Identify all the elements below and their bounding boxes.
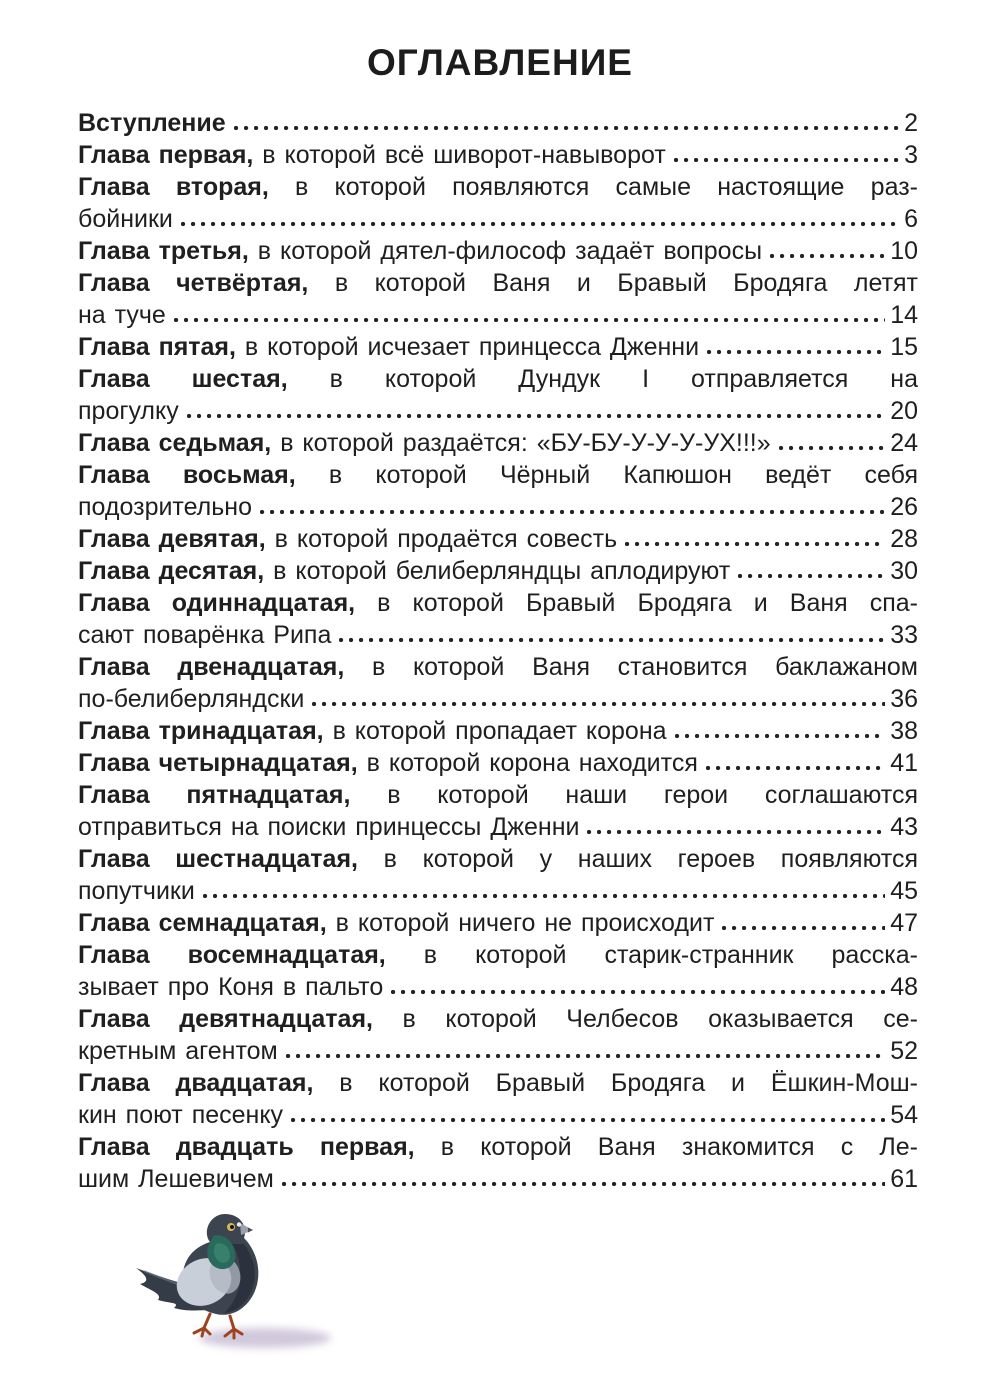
toc-entry-text: сают поварёнка Рипа [78,621,332,649]
toc-entry-label: Глава девятая, [78,525,266,553]
toc-line [78,875,918,907]
page-number: 20 [890,397,918,425]
toc-line [78,523,918,555]
dots-leader [738,574,885,578]
toc-line [78,395,918,427]
pigeon-illustration [128,1202,338,1357]
page-number: 41 [890,749,918,777]
page-number: 14 [890,301,918,329]
dots-leader [312,702,885,706]
toc-entry-text: Глава первая, в которой всё шиворот-навыворот [78,141,666,169]
toc-entry-text [78,107,226,139]
toc-line [78,555,918,587]
toc-line: Глава девятнадцатая, в которой Челбесов оказывается се- [78,1005,918,1033]
toc-entry-text: кин поют песенку [78,1101,284,1129]
toc-line [78,811,918,843]
toc-entry-label: Глава четырнадцатая, [78,749,358,777]
pigeon-beak-icon [240,1223,253,1235]
toc-entry-label: Глава третья, [78,237,249,265]
page-number: 28 [890,525,918,553]
dots-leader [675,734,886,738]
toc-entry-text: подозрительно [78,493,252,521]
dots-leader [339,638,885,642]
page-number: 6 [904,205,918,233]
dots-leader [625,542,885,546]
toc-line: Глава восемнадцатая, в которой старик-странник расска- [78,941,918,969]
page-number: 15 [890,333,918,361]
pigeon-shadow [199,1328,331,1348]
toc-entry-text: Глава седьмая, в которой раздаётся: «БУ-БУ-У-У-У-УХ!!!» [78,429,771,457]
toc-entry-text: кретным агентом [78,1037,278,1065]
dots-leader [286,1054,885,1058]
toc-line [78,331,918,363]
toc-entry-text: попутчики [78,877,195,905]
toc-line [78,235,918,267]
toc-entry-label: Глава двадцатая, [78,1069,314,1097]
toc-entry-label: Глава тринадцатая, [78,717,324,745]
toc-entry-label: Глава десятая, [78,557,265,585]
dots-leader [391,990,885,994]
dots-leader [260,510,885,514]
toc-entry-label: Глава шестнадцатая, [78,845,358,873]
toc-entry-text: по-белиберляндски [78,685,305,713]
toc-entry-text: Глава пятая, в которой исчезает принцесса Дженни [78,333,700,361]
toc-entry-text: Глава четырнадцатая, в которой корона находится [78,749,698,777]
pigeon-svg [128,1202,338,1357]
dots-leader [706,766,885,770]
toc-line [78,107,918,139]
page-number: 52 [890,1037,918,1065]
toc-line [78,139,918,171]
toc-line: Глава одиннадцатая, в которой Бравый Бродяга и Ваня спа- [78,589,918,617]
dots-leader [674,158,899,162]
toc-line: Глава восьмая, в которой Чёрный Капюшон ведёт себя [78,461,918,489]
dots-leader [707,350,885,354]
pigeon-pupil [230,1225,234,1229]
dots-leader [181,222,899,226]
toc-entry-text: Глава девятая, в которой продаётся совесть [78,525,618,553]
toc-line: Глава двадцатая, в которой Бравый Бродяга и Ёшкин-Мош- [78,1069,918,1097]
toc-entry-text: прогулку [78,397,179,425]
toc-line [78,747,918,779]
toc-line [78,491,918,523]
toc-line [78,619,918,651]
toc-line [78,683,918,715]
page-number: 47 [890,909,918,937]
toc-line [78,971,918,1003]
toc-entry-label: Глава пятая, [78,333,236,361]
dots-leader [174,318,885,322]
toc-entry-text: зывает про Коня в пальто [78,973,384,1001]
toc-line: Глава двенадцатая, в которой Ваня становится баклажаном [78,653,918,681]
pigeon-cere [237,1222,241,1226]
toc-entry-text: Глава семнадцатая, в которой ничего не происходит [78,909,715,937]
toc-line [78,203,918,235]
toc-entry-label: Глава шестая, [78,365,288,393]
toc-entry-label: Глава седьмая, [78,429,272,457]
toc-line [78,715,918,747]
toc-line: Глава двадцать первая, в которой Ваня знакомится с Ле- [78,1133,918,1161]
page-number: 3 [904,141,918,169]
toc-entry-text: Глава тринадцатая, в которой пропадает корона [78,717,667,745]
toc-line [78,427,918,459]
toc-entry-label: Глава семнадцатая, [78,909,327,937]
toc-line: Глава четвёртая, в которой Ваня и Бравый Бродяга летят [78,269,918,297]
dots-leader [770,254,885,258]
page-number: 54 [890,1101,918,1129]
pigeon-beak-tip [248,1228,253,1233]
toc-entry-label: Глава одиннадцатая, [78,589,356,617]
toc-entry-label: Глава четвёртая, [78,269,309,297]
toc-entry-label: Глава вторая, [78,173,269,201]
toc-entry-text: на туче [78,301,166,329]
toc-entry-label: Глава восемнадцатая, [78,941,386,969]
page-number: 45 [890,877,918,905]
toc-line [78,1163,918,1195]
toc-line: Глава вторая, в которой появляются самые настоящие раз- [78,173,918,201]
toc-line: Глава шестая, в которой Дундук I отправляется на [78,365,918,393]
page-number: 38 [890,717,918,745]
toc-entry-text: шим Лешевичем [78,1165,274,1193]
toc-line [78,299,918,331]
page-number: 26 [890,493,918,521]
page-number: 2 [904,109,918,137]
toc-line [78,1035,918,1067]
toc-entry-text: Глава десятая, в которой белиберляндцы аплодируют [78,557,731,585]
dots-leader [282,1182,885,1186]
dots-leader [779,446,886,450]
toc-entry-text: отправиться на поиски принцессы Дженни [78,813,580,841]
toc-line [78,907,918,939]
page-number: 10 [890,237,918,265]
page-title: ОГЛАВЛЕНИЕ [367,42,633,83]
toc-entry-label: Глава двенадцатая, [78,653,345,681]
page-number: 61 [890,1165,918,1193]
toc-entry-label: Глава двадцать первая, [78,1133,415,1161]
page-number: 48 [890,973,918,1001]
page-number: 24 [890,429,918,457]
dots-leader [722,926,885,930]
dots-leader [234,126,899,130]
toc-entry-text: Глава третья, в которой дятел-философ задаёт вопросы [78,237,763,265]
toc-entry-label: Глава пятнадцатая, [78,781,351,809]
toc-list [0,107,1000,1195]
toc-entry-label: Глава первая, [78,141,254,169]
toc-entry-label: Глава девятнадцатая, [78,1005,373,1033]
dots-leader [291,1118,885,1122]
page-number: 33 [890,621,918,649]
page-number: 43 [890,813,918,841]
dots-leader [203,894,885,898]
toc-entry-label: Вступление [78,109,226,137]
toc-line: Глава пятнадцатая, в которой наши герои соглашаются [78,781,918,809]
dots-leader [187,414,885,418]
toc-line [78,1099,918,1131]
dots-leader [587,830,885,834]
toc-line: Глава шестнадцатая, в которой у наших героев появляются [78,845,918,873]
page-number: 36 [890,685,918,713]
toc-entry-label: Глава восьмая, [78,461,296,489]
page-number: 30 [890,557,918,585]
toc-entry-text: бойники [78,205,173,233]
